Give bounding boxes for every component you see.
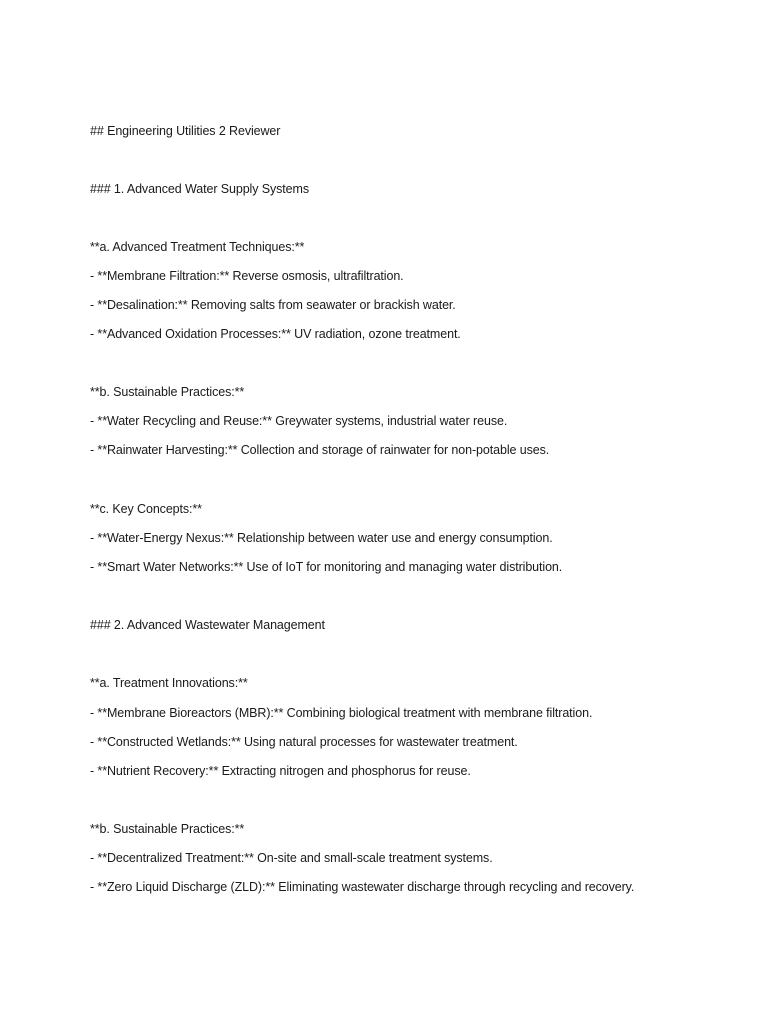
list-item: - **Constructed Wetlands:** Using natural processes for wastewater treatment. — [90, 735, 518, 749]
list-item: - **Water Recycling and Reuse:** Greywater systems, industrial water reuse. — [90, 414, 508, 428]
list-item: - **Rainwater Harvesting:** Collection and storage of rainwater for non-potable uses. — [90, 443, 550, 457]
list-item: - **Water-Energy Nexus:** Relationship between water use and energy consumption. — [90, 531, 553, 545]
subsection-heading: **a. Advanced Treatment Techniques:** — [90, 240, 305, 254]
list-item: - **Nutrient Recovery:** Extracting nitrogen and phosphorus for reuse. — [90, 764, 471, 778]
subsection-heading: **c. Key Concepts:** — [90, 502, 202, 516]
list-item: - **Membrane Bioreactors (MBR):** Combining biological treatment with membrane filtration. — [90, 706, 593, 720]
list-item: - **Membrane Filtration:** Reverse osmosis, ultrafiltration. — [90, 269, 404, 283]
list-item: - **Smart Water Networks:** Use of IoT for monitoring and managing water distribution. — [90, 560, 563, 574]
document-title: ## Engineering Utilities 2 Reviewer — [90, 124, 281, 138]
section-heading: ### 1. Advanced Water Supply Systems — [90, 182, 309, 196]
subsection-heading: **b. Sustainable Practices:** — [90, 822, 245, 836]
list-item: - **Decentralized Treatment:** On-site and small-scale treatment systems. — [90, 851, 493, 865]
section-heading: ### 2. Advanced Wastewater Management — [90, 618, 325, 632]
subsection-heading: **a. Treatment Innovations:** — [90, 676, 248, 690]
list-item: - **Advanced Oxidation Processes:** UV radiation, ozone treatment. — [90, 327, 461, 341]
list-item: - **Zero Liquid Discharge (ZLD):** Eliminating wastewater discharge through recycling and recovery. — [90, 880, 635, 894]
subsection-heading: **b. Sustainable Practices:** — [90, 385, 245, 399]
list-item: - **Desalination:** Removing salts from seawater or brackish water. — [90, 298, 456, 312]
